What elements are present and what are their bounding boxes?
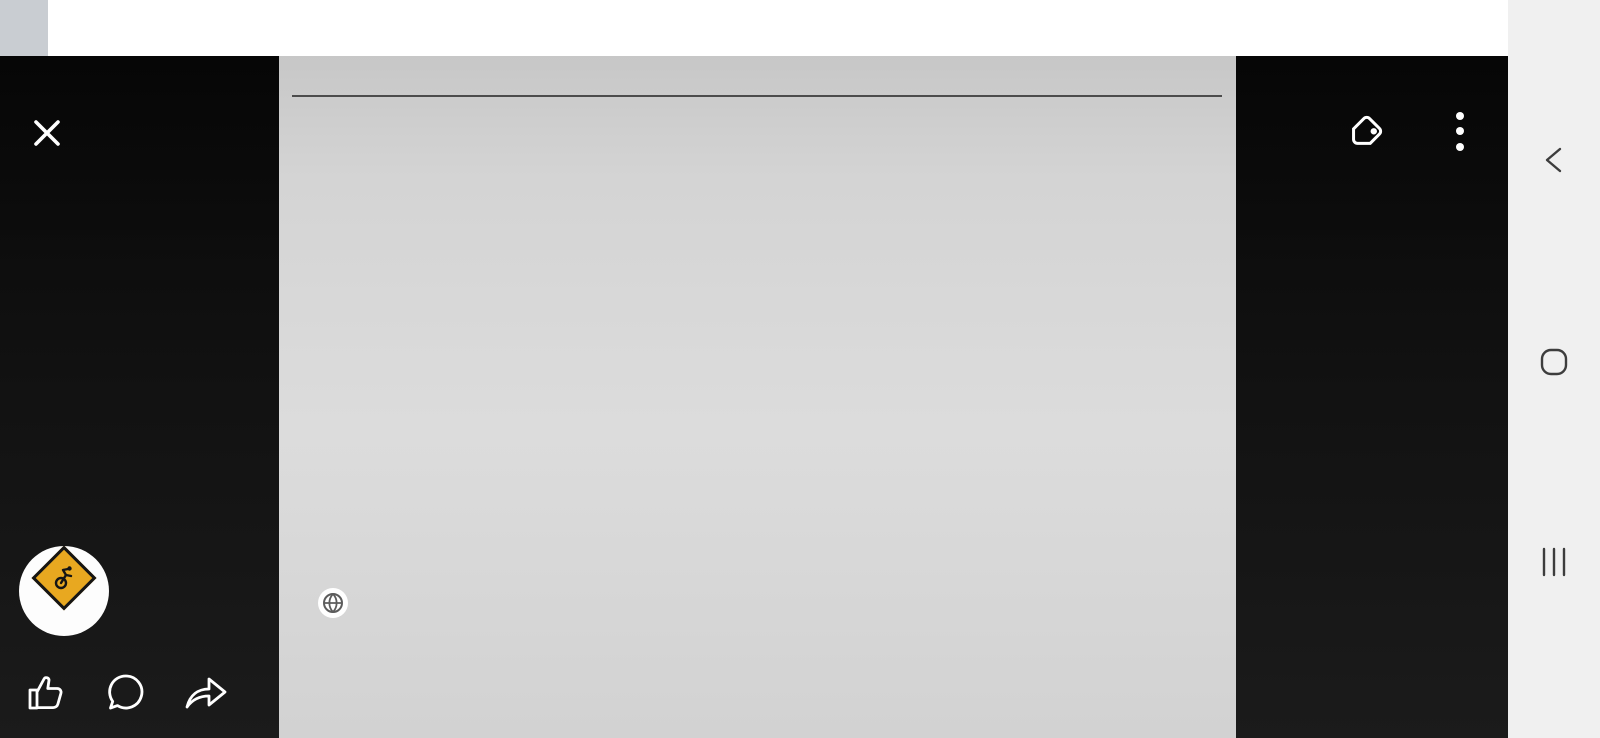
thumbs-up-icon [24,670,68,714]
share-button[interactable] [176,662,236,722]
nav-back-button[interactable] [1508,128,1600,192]
nav-recents-button[interactable] [1508,530,1600,594]
kebab-menu-icon [1454,110,1466,154]
top-left-gray-box [0,0,48,56]
trial-rider-icon [50,564,78,592]
document-footer [292,95,1222,105]
results-document-photo[interactable] [279,56,1236,738]
close-icon [29,115,65,151]
public-globe-icon [318,588,348,618]
tag-button[interactable] [1340,106,1392,158]
avatar[interactable] [19,546,109,636]
comment-icon [105,671,147,713]
document-header [279,56,1236,69]
recents-icon [1540,545,1568,579]
home-icon [1539,347,1569,377]
share-arrow-icon [183,671,229,713]
nav-home-button[interactable] [1508,330,1600,394]
club-logo-sign [31,546,96,611]
post-action-bar [0,650,270,730]
back-chevron-icon [1541,145,1567,175]
tag-icon [1342,108,1390,156]
close-button[interactable] [26,112,68,154]
more-options-button[interactable] [1438,106,1482,158]
comment-button[interactable] [96,662,156,722]
like-button[interactable] [16,662,76,722]
android-nav-bar [1508,0,1600,738]
top-status-strip [0,0,1508,56]
